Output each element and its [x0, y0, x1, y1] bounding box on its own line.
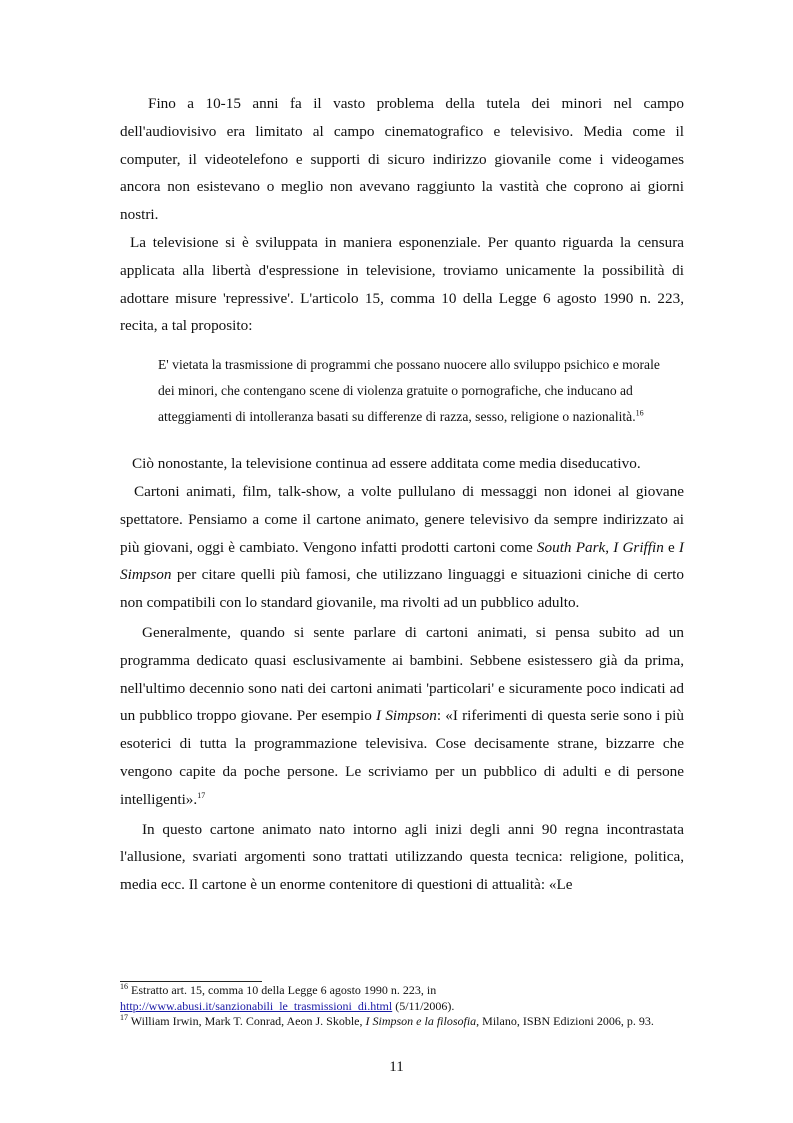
paragraph-3 [120, 450, 684, 478]
paragraph-2 [120, 229, 684, 340]
footnotes [120, 981, 684, 1030]
paragraph-5-text-b: : «I riferimenti di questa serie sono i più esoterici di tutta la programmazione televisiva. Cose decisamente strane, bizzarre che vengono capite da poche persone. Le scriviamo per un pubblico di adulti e di persone intelligenti». [120, 707, 684, 808]
paragraph-4-text-b: , [605, 538, 614, 556]
paragraph-3-text: Ciò nonostante, la televisione continua ad essere additata come media diseducativo. [132, 455, 641, 473]
footnote-17-authors: William Irwin, Mark T. Conrad, Aeon J. Skoble, [128, 1014, 366, 1028]
footnote-16-link[interactable]: http://www.abusi.it/sanzionabili_le_trasmissioni_di.html [120, 998, 393, 1013]
footnote-divider [120, 981, 262, 982]
paragraph-5 [120, 619, 684, 814]
paragraph-4-text-a: Cartoni animati, film, talk-show, a volte pullulano di messaggi non idonei al giovane spettatore. Pensiamo a come il cartone animato, genere televisivo da sempre indirizzato ai più giovani, oggi è cambiato. Vengono infatti prodotti cartoni come [120, 482, 684, 556]
title-i-simpson-2: I Simpson [376, 707, 437, 725]
law-quote [158, 352, 678, 430]
paragraph-6 [120, 816, 684, 899]
footnote-16 [120, 983, 684, 1014]
paragraph-4-text-d: per citare quelli più famosi, che utilizzano linguaggi e situazioni ciniche di certo non compatibili con lo standard giovanile, ma rivolti ad un pubblico adulto. [120, 566, 684, 612]
page-body [120, 90, 684, 899]
footnote-16-text: Estratto art. 15, comma 10 della Legge 6 agosto 1990 n. 223, in [128, 983, 437, 997]
footnote-17-number: 17 [120, 1013, 128, 1022]
paragraph-2-text: La televisione si è sviluppata in maniera esponenziale. Per quanto riguarda la censura applicata alla libertà d'espressione in televisione, troviamo unicamente la possibilità di adottare misure 'repressive'. L'articolo 15, comma 10 della Legge 6 agosto 1990 n. 223, recita, a tal proposito: [120, 233, 684, 335]
title-south-park: South Park [536, 538, 606, 556]
footnote-16-date: (5/11/2006). [392, 998, 455, 1013]
page-number: 11 [389, 1059, 404, 1075]
title-i-simpson: I Simpson [120, 538, 684, 584]
paragraph-4-text-c: e [663, 538, 679, 556]
footnote-ref-16[interactable]: 16 [635, 408, 644, 418]
footnote-17-title: I Simpson e la filosofia [365, 1014, 477, 1028]
paragraph-5-text-a: Generalmente, quando si sente parlare di cartoni animati, si pensa subito ad un programma dedicato quasi esclusivamente ai bambini. Sebbene esistessero già da prima, nell'ultimo decennio sono nati dei cartoni animati 'particolari' e sicuramente poco indicati ad un pubblico troppo giovane. Per esempio [120, 623, 684, 725]
paragraph-1-text: Fino a 10-15 anni fa il vasto problema della tutela dei minori nel campo dell'audiovisivo era limitato al campo cinematografico e televisivo. Media come il computer, il videotelefono e supporti di sicuro indirizzo giovanile come i videogames ancora non esistevano o meglio non avevano raggiunto la vastità che coprono ai giorni nostri. [120, 95, 684, 224]
paragraph-1 [120, 90, 684, 229]
paragraph-6-text: In questo cartone animato nato intorno agli inizi degli anni 90 regna incontrastata l'allusione, svariati argomenti sono trattati utilizzando questa tecnica: religione, politica, media ecc. Il cartone è un enorme contenitore di questioni di attualità: «Le [120, 820, 684, 894]
footnote-17 [120, 1014, 684, 1030]
title-i-griffin: I Griffin [613, 538, 664, 556]
footnote-16-number: 16 [120, 982, 128, 991]
footnote-ref-17[interactable]: 17 [197, 790, 206, 800]
law-quote-text: E' vietata la trasmissione di programmi che possano nuocere allo sviluppo psichico e morale dei minori, che contengano scene di violenza gratuite o pornografiche, che inducano ad atteggiamenti di intolleranza basati su differenze di razza, sesso, religione o nazionalità. [158, 357, 660, 425]
footnote-17-rest: , Milano, ISBN Edizioni 2006, p. 93. [476, 1014, 654, 1028]
paragraph-4 [120, 478, 684, 617]
